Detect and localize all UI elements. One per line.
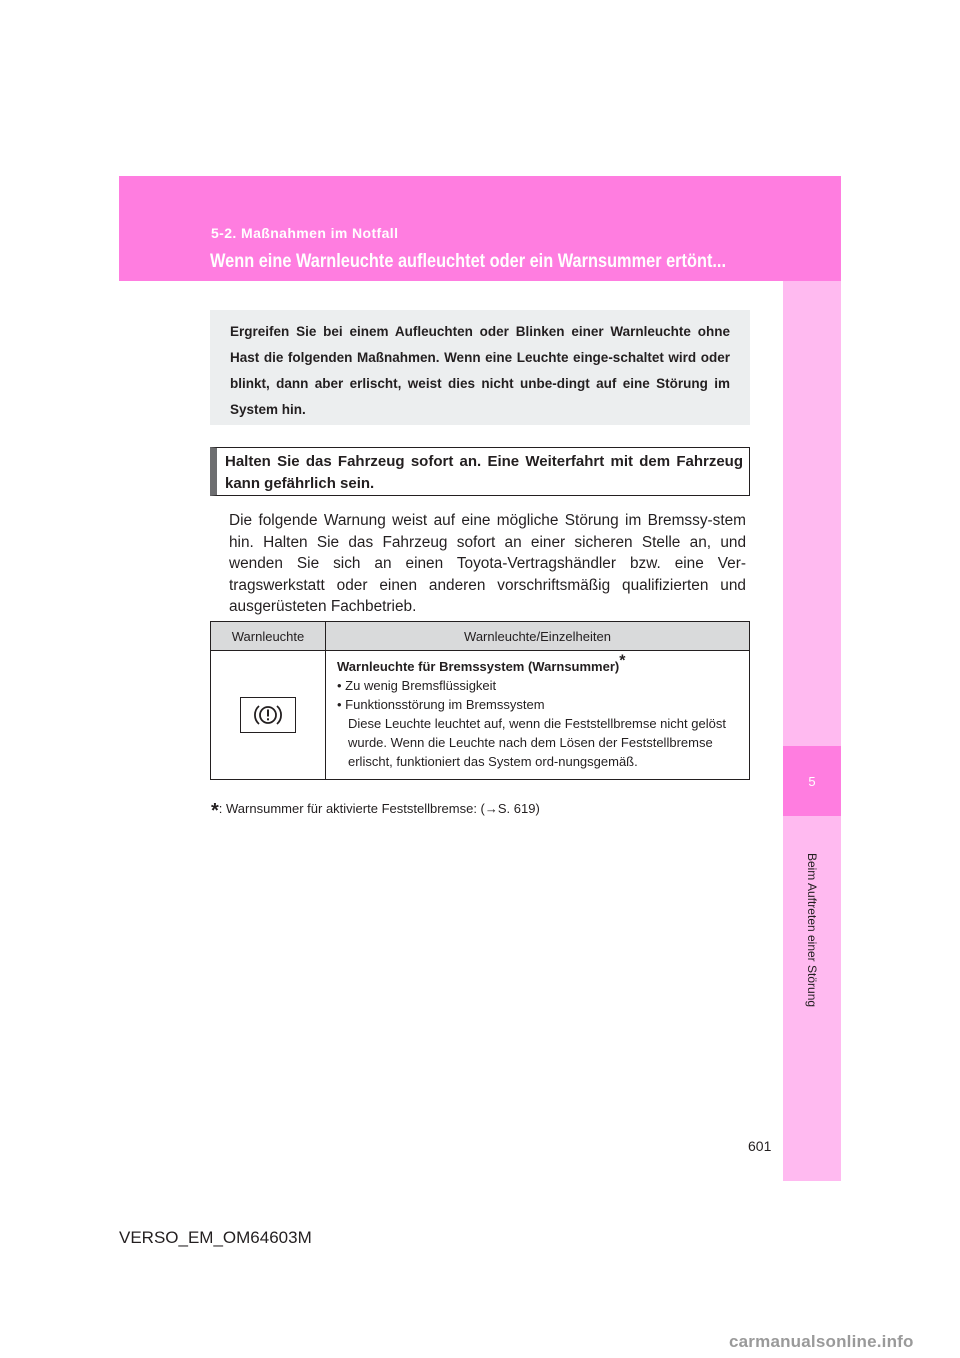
details-title-text: Warnleuchte für Bremssystem (Warnsummer): [337, 659, 620, 674]
document-code: VERSO_EM_OM64603M: [119, 1228, 312, 1247]
details-title: [337, 652, 741, 676]
page-number: 601: [748, 1138, 772, 1154]
footnote: [211, 800, 540, 823]
details-note: Diese Leuchte leuchtet auf, wenn die Feststellbremse nicht gelöst wurde. Wenn die Leuchte nach dem Lösen der Feststellbremse erlischt, funktioniert das System ord-nungsgemäß.: [348, 716, 726, 769]
page-title: Wenn eine Warnleuchte aufleuchtet oder ein Warnsummer ertönt...: [210, 251, 727, 272]
brake-warning-icon: [240, 697, 296, 733]
column-header-details: Warnleuchte/Einzelheiten: [326, 622, 750, 651]
watermark: carmanualsonline.info: [729, 1332, 914, 1351]
column-header-warnleuchte: Warnleuchte: [211, 622, 326, 651]
warning-text: Halten Sie das Fahrzeug sofort an. Eine Weiterfahrt mit dem Fahrzeug kann gefährlich sein.: [225, 453, 743, 492]
footnote-text: : Warnsummer für aktivierte Feststellbremse: (→S. 619): [218, 801, 540, 816]
details-item: • Funktionsstörung im Bremssystem: [337, 697, 545, 712]
table-row: [211, 651, 750, 780]
warning-box: [210, 447, 750, 496]
chapter-side-tab: [783, 281, 841, 1181]
section-label: 5-2. Maßnahmen im Notfall: [211, 225, 399, 241]
footnote-mark: *: [211, 800, 219, 822]
chapter-number: 5: [783, 746, 841, 816]
table-header-row: [211, 622, 750, 651]
details-title-mark: *: [619, 652, 626, 670]
details-item: • Zu wenig Bremsflüssigkeit: [337, 678, 497, 693]
chapter-title: Beim Auftreten einer Störung: [805, 852, 819, 1008]
details-cell: [326, 651, 750, 780]
warning-light-table: [210, 621, 750, 780]
intro-text: Ergreifen Sie bei einem Aufleuchten oder Blinken einer Warnleuchte ohne Hast die folgenden Maßnahmen. Wenn eine Leuchte einge-schaltet wird oder blinkt, dann aber erlischt, weist dies nicht unbe-dingt auf eine Störung im System hin.: [230, 324, 730, 417]
body-paragraph: Die folgende Warnung weist auf eine mögliche Störung im Bremssy-stem hin. Halten Sie das Fahrzeug sofort an einer sicheren Stelle an, und wenden Sie sich an einen Toyota-Vertragshändler bzw. eine Ver-tragswerkstatt oder einen anderen vorschriftsmäßig qualifizierten und ausgerüsteten Fachbetrieb.: [229, 512, 746, 615]
intro-box: [210, 310, 750, 425]
icon-cell: [211, 651, 326, 780]
